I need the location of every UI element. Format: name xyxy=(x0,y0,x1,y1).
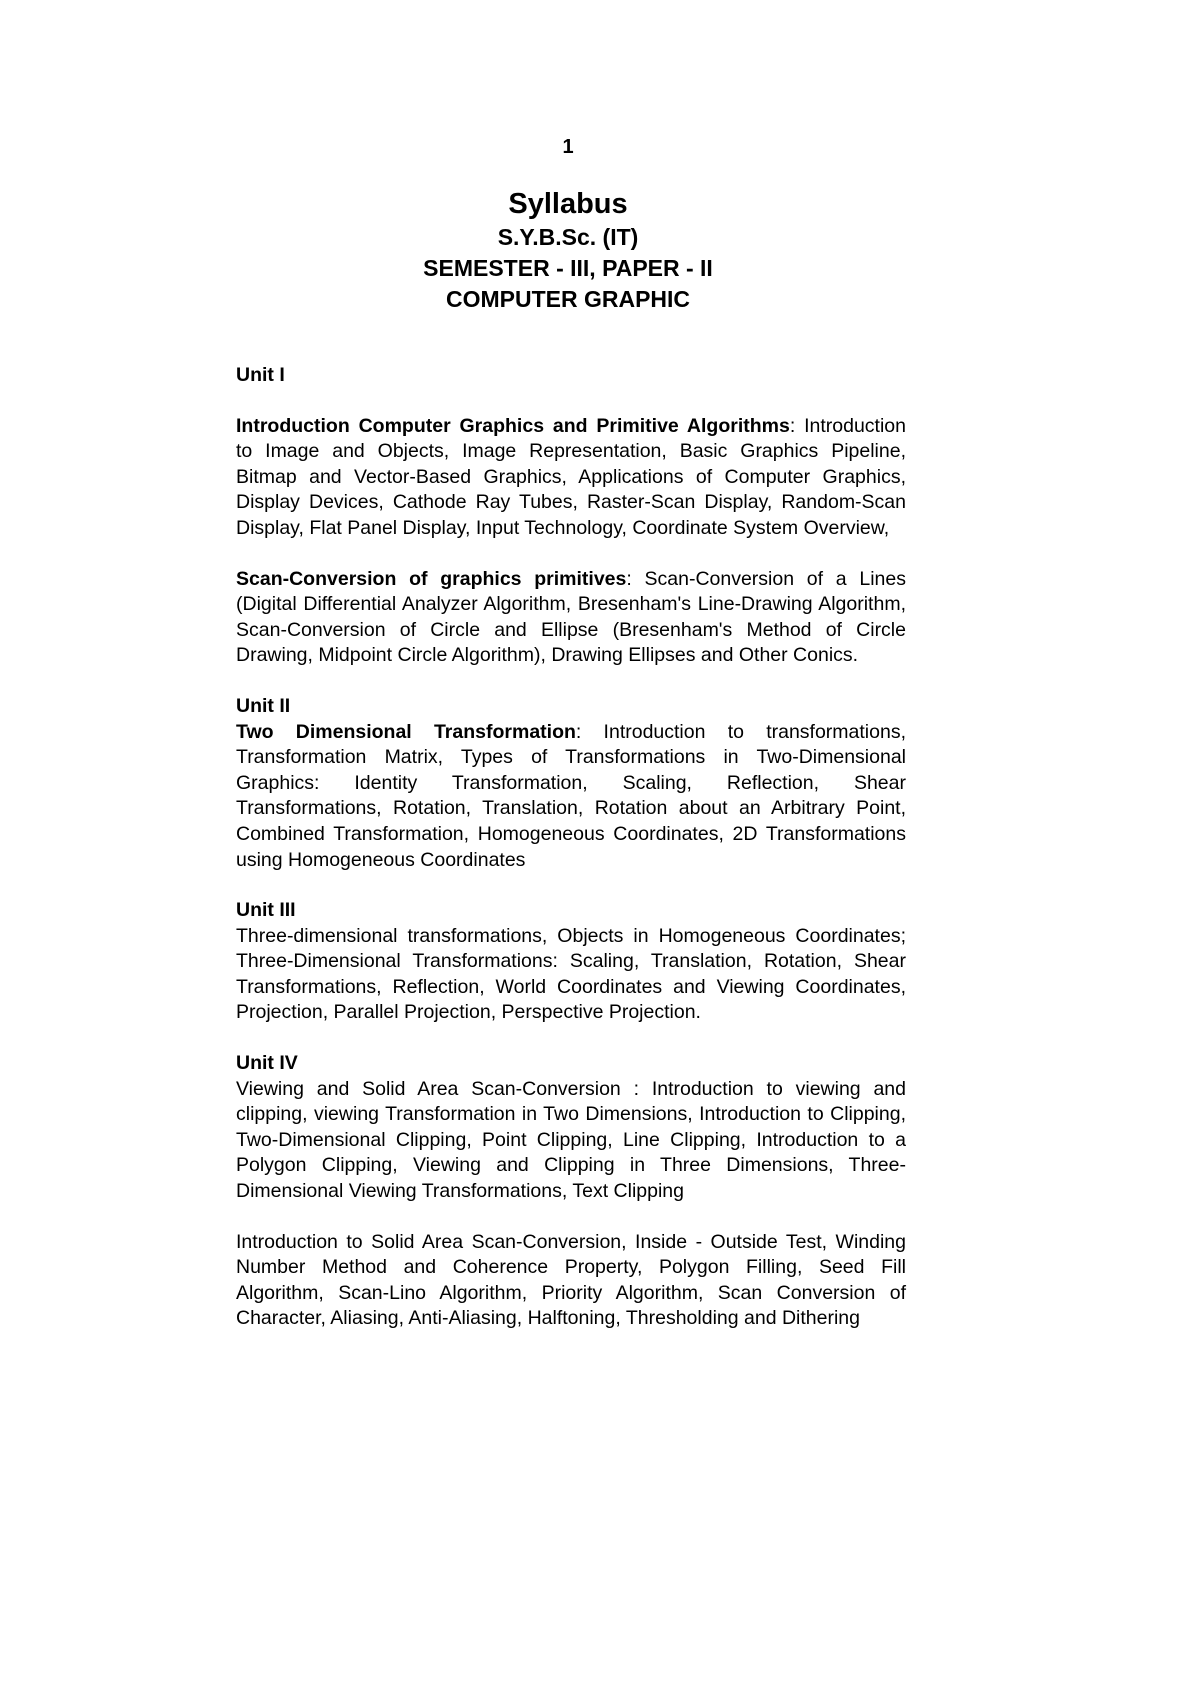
unit-4-section-1: Viewing and Solid Area Scan-Conversion : Introduction to viewing and clipping, viewing Transformation in Two Dimensions, Introduction to Clipping, Two-Dimensional Clipping, Point Clipping, Line Clipping, Introduction to a Polygon Clipping, Viewing and Clipping in Three Dimensions, Three-Dimensional Viewing Transformations, Text Clipping xyxy=(236,1077,906,1203)
paper-title: COMPUTER GRAPHIC xyxy=(445,286,691,312)
semester-paper: SEMESTER - III, PAPER - II xyxy=(423,255,713,281)
page-number: 1 xyxy=(562,136,574,158)
unit-1-heading: Unit I xyxy=(236,364,285,386)
unit-4-section-2: Introduction to Solid Area Scan-Conversion, Inside - Outside Test, Winding Number Method and Coherence Property, Polygon Filling, Seed Fill Algorithm, Scan-Lino Algorithm, Priority Algorithm, Scan Conversion of Character, Aliasing, Anti-Aliasing, Halftoning, Thresholding and Dithering xyxy=(236,1230,906,1330)
unit-3-section-1: Three-dimensional transformations, Objects in Homogeneous Coordinates; Three-Dimensional Transformations: Scaling, Translation, Rotation, Shear Transformations, Reflection, World Coordinates and Viewing Coordinates, Projection, Parallel Projection, Perspective Projection. xyxy=(236,924,906,1024)
unit-2-section-1 xyxy=(236,720,906,874)
unit-1-section-1-topic: Introduction Computer Graphics and Primitive Algorithms xyxy=(236,414,790,437)
syllabus-content xyxy=(236,363,906,1332)
unit-1-section-2-topic: Scan-Conversion of graphics primitives xyxy=(236,567,627,590)
unit-3-heading: Unit III xyxy=(236,899,296,922)
syllabus-header xyxy=(0,186,1136,315)
course-name: S.Y.B.Sc. (IT) xyxy=(497,224,639,250)
unit-2-section-1-text: : Introduction to transformations, Transformation Matrix, Types of Transformations in Two-Dimensional Graphics: Identity Transformation, Scaling, Reflection, Shear Transformations, Rotation, Translation, Rotation about an Arbitrary Point, Combined Transformation, Homogeneous Coordinates, 2D Transformations using Homogeneous Coordinates xyxy=(236,720,906,871)
unit-2-section-1-topic: Two Dimensional Transformation xyxy=(236,720,576,743)
unit-1-section-2 xyxy=(236,567,906,669)
unit-1-section-2-text: : Scan-Conversion of a Lines (Digital Differential Analyzer Algorithm, Bresenham's Line-Drawing Algorithm, Scan-Conversion of Circle and Ellipse (Bresenham's Method of Circle Drawing, Midpoint Circle Algorithm), Drawing Ellipses and Other Conics. xyxy=(236,567,906,667)
unit-4-heading: Unit IV xyxy=(236,1052,298,1075)
page-title: Syllabus xyxy=(508,188,628,220)
unit-1-section-1 xyxy=(236,414,906,542)
unit-1-section-1-text: : Introduction to Image and Objects, Image Representation, Basic Graphics Pipeline, Bitmap and Vector-Based Graphics, Applications of Computer Graphics, Display Devices, Cathode Ray Tubes, Raster-Scan Display, Random-Scan Display, Flat Panel Display, Input Technology, Coordinate System Overview, xyxy=(236,414,906,539)
unit-2-heading: Unit II xyxy=(236,694,291,717)
